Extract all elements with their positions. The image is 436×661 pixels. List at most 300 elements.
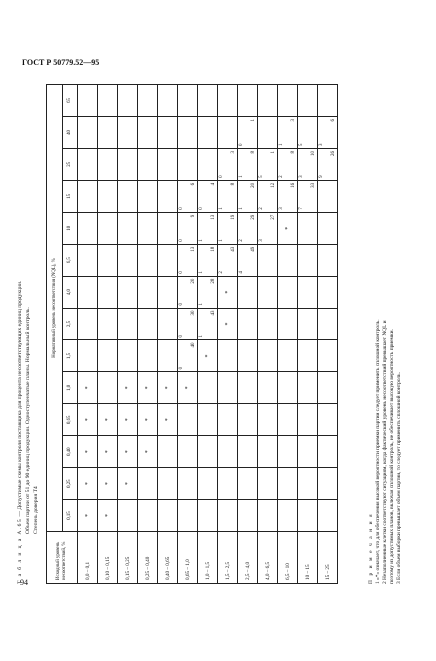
note-1: 1 «*» означает, что для обеспечения высокой вероятности приемки партии следует применить сплошной контроль. xyxy=(375,319,381,584)
table-cell xyxy=(258,468,278,500)
cell-acceptance-number: 1 xyxy=(199,271,204,274)
table-cell xyxy=(298,308,318,340)
table-cell xyxy=(78,340,98,372)
table-cell xyxy=(138,372,158,404)
table-cell xyxy=(218,244,238,276)
table-cell xyxy=(218,117,238,149)
column-header: 15 xyxy=(62,180,78,212)
table-header-row-2 xyxy=(62,85,78,584)
cell-sample-size: 26 xyxy=(331,150,336,156)
cell-acceptance-number: 2 xyxy=(219,271,224,274)
cell-acceptance-number: 5 xyxy=(259,175,264,178)
cell-acceptance-number: 0 xyxy=(179,334,184,338)
table-cell xyxy=(178,85,198,117)
table-cell xyxy=(218,212,238,244)
table-cell xyxy=(218,85,238,117)
table-row xyxy=(138,85,158,584)
row-label: 0,0 – 0,1 xyxy=(78,532,98,584)
page-number: 94 xyxy=(20,578,28,587)
table-cell xyxy=(118,372,138,404)
table-cell xyxy=(138,468,158,500)
table-cell xyxy=(98,500,118,532)
table-cell xyxy=(238,468,258,500)
table-cell xyxy=(298,468,318,500)
cell-acceptance-number: 5 xyxy=(299,143,304,146)
sampling-table xyxy=(46,84,338,584)
table-cell xyxy=(118,85,138,117)
table-cell xyxy=(258,276,278,308)
table-cell xyxy=(78,404,98,436)
cell-mark: * xyxy=(84,450,91,454)
cell-acceptance-number: 1 xyxy=(239,175,244,178)
table-cell xyxy=(238,308,258,340)
table-cell xyxy=(158,468,178,500)
cell-sample-size: 20 xyxy=(191,278,196,284)
table-cell xyxy=(298,148,318,180)
column-header: 25 xyxy=(62,148,78,180)
table-cell xyxy=(138,404,158,436)
cell-sample-size: 4 xyxy=(211,182,216,186)
cell-mark: * xyxy=(144,418,151,422)
table-cell xyxy=(278,468,298,500)
table-cell xyxy=(278,436,298,468)
table-cell xyxy=(198,148,218,180)
column-header: 2,5 xyxy=(62,308,78,340)
document-code: ГОСТ Р 50779.52—95 xyxy=(22,58,100,67)
table-cell xyxy=(318,404,338,436)
note-2-cont: поэтому из допустимых планов, включая сплошной контроль, не обеспечивает высокую вероятность приемки. xyxy=(389,329,395,584)
table-cell xyxy=(218,276,238,308)
cell-acceptance-number: 1 xyxy=(199,239,204,242)
table-cell xyxy=(318,436,338,468)
table-cell xyxy=(258,436,278,468)
table-cell xyxy=(138,436,158,468)
table-cell xyxy=(118,276,138,308)
table-cell xyxy=(138,117,158,149)
table-cell xyxy=(278,372,298,404)
cell-mark: * xyxy=(284,226,291,230)
cell-acceptance-number: 0 xyxy=(179,303,184,306)
table-cell xyxy=(138,148,158,180)
table-cell xyxy=(198,308,218,340)
table-cell xyxy=(218,372,238,404)
table-row xyxy=(278,85,298,584)
cell-sample-size: 13 xyxy=(191,246,196,252)
corner-header: Исходный уровень несоответствий, % xyxy=(47,532,78,584)
table-cell xyxy=(318,148,338,180)
table-cell xyxy=(258,117,278,149)
table-cell xyxy=(278,212,298,244)
table-cell xyxy=(238,500,258,532)
table-cell xyxy=(158,500,178,532)
table-cell xyxy=(238,340,258,372)
table-cell xyxy=(218,308,238,340)
column-header: 40 xyxy=(62,117,78,149)
table-cell xyxy=(78,308,98,340)
notes-block xyxy=(368,84,403,584)
table-cell xyxy=(278,85,298,117)
table-row xyxy=(78,85,98,584)
table-cell xyxy=(298,244,318,276)
cell-mark: * xyxy=(84,482,91,486)
cell-sample-size: 33 xyxy=(311,182,316,188)
table-cell xyxy=(218,468,238,500)
table-cell xyxy=(278,117,298,149)
table-cell xyxy=(98,244,118,276)
cell-acceptance-number: 0 xyxy=(179,207,184,210)
cell-sample-size: 9 xyxy=(191,214,196,218)
table-cell xyxy=(178,404,198,436)
table-cell xyxy=(238,244,258,276)
table-cell xyxy=(178,500,198,532)
table-row xyxy=(98,85,118,584)
cell-acceptance-number: 2 xyxy=(259,207,264,210)
cell-mark: * xyxy=(144,450,151,454)
table-cell xyxy=(158,340,178,372)
table-cell xyxy=(238,436,258,468)
table-cell xyxy=(178,372,198,404)
column-header: 10 xyxy=(62,212,78,244)
cell-mark: * xyxy=(184,386,191,390)
row-label: 6,5 – 10 xyxy=(278,532,298,584)
cell-acceptance-number: 1 xyxy=(279,143,284,146)
table-row xyxy=(118,85,138,584)
cell-sample-size: 10 xyxy=(311,150,316,156)
table-cell xyxy=(318,340,338,372)
cell-acceptance-number: 1 xyxy=(199,303,204,306)
cell-acceptance-number: 9 xyxy=(319,175,324,178)
table-cell xyxy=(318,117,338,149)
table-cell xyxy=(178,212,198,244)
cell-mark: * xyxy=(84,418,91,422)
rotated-table-block xyxy=(16,84,408,584)
table-cell xyxy=(158,212,178,244)
table-cell xyxy=(98,404,118,436)
caption-lead: Т а б л и ц а А.65 xyxy=(17,517,23,584)
table-cell xyxy=(198,404,218,436)
table-cell xyxy=(138,340,158,372)
table-cell xyxy=(238,117,258,149)
cell-acceptance-number: 0 xyxy=(199,207,204,210)
cell-mark: * xyxy=(104,450,111,454)
row-label: 15 – 25 xyxy=(318,532,338,584)
table-cell xyxy=(278,244,298,276)
table-cell xyxy=(318,180,338,212)
cell-sample-size: 6 xyxy=(331,119,336,122)
table-cell xyxy=(238,148,258,180)
cell-sample-size: 16 xyxy=(291,182,296,188)
cell-sample-size: 29 xyxy=(251,214,256,220)
table-cell xyxy=(318,244,338,276)
cell-sample-size: 3 xyxy=(291,119,296,122)
table-caption xyxy=(16,84,40,584)
cell-acceptance-number: 3 xyxy=(319,143,324,146)
notes-title: П р и м е ч а н и я xyxy=(368,512,374,584)
table-cell xyxy=(278,180,298,212)
table-cell xyxy=(258,340,278,372)
table-cell xyxy=(278,500,298,532)
table-row xyxy=(258,85,278,584)
table-cell xyxy=(118,468,138,500)
table-cell xyxy=(198,276,218,308)
table-cell xyxy=(158,372,178,404)
table-cell xyxy=(218,180,238,212)
table-cell xyxy=(298,276,318,308)
table-cell xyxy=(298,340,318,372)
column-header: 0,40 xyxy=(62,436,78,468)
row-label: 0,65 – 1,0 xyxy=(178,532,198,584)
table-cell xyxy=(238,404,258,436)
table-cell xyxy=(98,85,118,117)
group-header: Нормативный уровень несоответствия (NQL), % xyxy=(47,85,63,532)
column-header: 0,15 xyxy=(62,500,78,532)
cell-sample-size: 12 xyxy=(271,182,276,188)
table-cell xyxy=(98,468,118,500)
table-cell xyxy=(258,212,278,244)
table-cell xyxy=(178,276,198,308)
table-cell xyxy=(78,500,98,532)
table-cell xyxy=(118,436,138,468)
table-cell xyxy=(238,212,258,244)
table-cell xyxy=(158,148,178,180)
table-cell xyxy=(138,212,158,244)
table-cell xyxy=(78,276,98,308)
table-cell xyxy=(278,148,298,180)
table-cell xyxy=(218,340,238,372)
table-cell xyxy=(118,148,138,180)
table-cell xyxy=(198,180,218,212)
table-cell xyxy=(138,308,158,340)
table-cell xyxy=(258,500,278,532)
table-cell xyxy=(258,404,278,436)
column-header: 65 xyxy=(62,85,78,117)
table-cell xyxy=(118,180,138,212)
cell-mark: * xyxy=(164,386,171,390)
table-row xyxy=(318,85,338,584)
table-cell xyxy=(78,372,98,404)
row-label: 0,25 – 0,40 xyxy=(138,532,158,584)
table-cell xyxy=(138,244,158,276)
table-cell xyxy=(158,404,178,436)
table-cell xyxy=(118,244,138,276)
cell-mark: * xyxy=(224,290,231,294)
cell-sample-size: 8 xyxy=(231,182,236,186)
table-cell xyxy=(238,276,258,308)
cell-mark: * xyxy=(84,386,91,390)
table-cell xyxy=(138,276,158,308)
row-label: 4,0 – 6,5 xyxy=(258,532,278,584)
cell-sample-size: 8 xyxy=(291,150,296,154)
table-cell xyxy=(258,244,278,276)
table-cell xyxy=(198,340,218,372)
table-cell xyxy=(138,85,158,117)
table-cell xyxy=(118,404,138,436)
table-cell xyxy=(318,276,338,308)
cell-mark: * xyxy=(124,450,131,454)
cell-acceptance-number: 0 xyxy=(179,239,184,242)
table-cell xyxy=(98,276,118,308)
row-label: 1,5 – 2,5 xyxy=(218,532,238,584)
table-cell xyxy=(198,117,218,149)
note-2: 2 Незаполненные клетки соответствуют ситуациям, когда фактический уровень несоответствий превышает NQL и xyxy=(382,320,388,584)
cell-acceptance-number: 3 xyxy=(259,239,264,242)
table-cell xyxy=(98,340,118,372)
cell-mark: * xyxy=(204,354,211,358)
caption-text-2: Объем партии от 51 до 90 единиц продукции. Одноступенчатые планы. Нормальный контроль. xyxy=(25,307,31,534)
row-label: 2,5 – 4,0 xyxy=(238,532,258,584)
cell-acceptance-number: 1 xyxy=(199,334,204,338)
table-cell xyxy=(258,180,278,212)
cell-mark: * xyxy=(144,386,151,390)
table-cell xyxy=(298,212,318,244)
row-label: 0,15 – 0,25 xyxy=(118,532,138,584)
table-cell xyxy=(78,468,98,500)
table-cell xyxy=(98,148,118,180)
note-3: 3 Если объем выборки превышает объем партии, то следует применить сплошной контроль. xyxy=(396,372,402,584)
row-label: 0,40 – 0,65 xyxy=(158,532,178,584)
table-cell xyxy=(278,308,298,340)
table-cell xyxy=(218,436,238,468)
cell-acceptance-number: 2 xyxy=(279,175,284,178)
column-header: 6,5 xyxy=(62,244,78,276)
cell-sample-size: 6 xyxy=(191,182,196,186)
cell-mark: * xyxy=(164,418,171,422)
cell-acceptance-number: 2 xyxy=(239,239,244,242)
table-cell xyxy=(198,244,218,276)
cell-mark: * xyxy=(104,482,111,486)
table-cell xyxy=(178,180,198,212)
table-cell xyxy=(198,372,218,404)
table-cell xyxy=(178,340,198,372)
table-cell xyxy=(118,212,138,244)
table-cell xyxy=(78,244,98,276)
table-cell xyxy=(158,308,178,340)
cell-sample-size: 13 xyxy=(211,214,216,220)
table-cell xyxy=(198,500,218,532)
table-cell xyxy=(78,117,98,149)
table-cell xyxy=(198,212,218,244)
table-cell xyxy=(158,180,178,212)
table-cell xyxy=(298,180,318,212)
table-cell xyxy=(138,180,158,212)
table-cell xyxy=(238,180,258,212)
table-row xyxy=(178,85,198,584)
column-header: 0,25 xyxy=(62,468,78,500)
row-label: 1,0 – 1,5 xyxy=(198,532,218,584)
cell-mark: * xyxy=(124,482,131,486)
cell-mark: * xyxy=(224,322,231,326)
table-cell xyxy=(98,212,118,244)
column-header: 4,0 xyxy=(62,276,78,308)
table-cell xyxy=(278,340,298,372)
table-row xyxy=(198,85,218,584)
cell-sample-size: 30 xyxy=(191,310,196,316)
table-cell xyxy=(318,212,338,244)
table-cell xyxy=(78,436,98,468)
table-cell xyxy=(318,500,338,532)
table-cell xyxy=(78,85,98,117)
table-cell xyxy=(258,308,278,340)
cell-acceptance-number: 1 xyxy=(219,239,224,242)
table-cell xyxy=(278,276,298,308)
table-cell xyxy=(98,436,118,468)
table-cell xyxy=(298,372,318,404)
cell-sample-size: 28 xyxy=(211,278,216,284)
cell-acceptance-number: 1 xyxy=(239,207,244,210)
table-cell xyxy=(218,500,238,532)
column-header: 0,65 xyxy=(62,404,78,436)
cell-acceptance-number: 3 xyxy=(279,207,284,210)
cell-sample-size: 43 xyxy=(211,310,216,316)
cell-mark: * xyxy=(84,514,91,518)
table-cell xyxy=(318,308,338,340)
cell-sample-size: 1 xyxy=(271,150,276,154)
table-cell xyxy=(158,117,178,149)
cell-mark: * xyxy=(124,418,131,422)
table-cell xyxy=(178,436,198,468)
column-header: 1,0 xyxy=(62,372,78,404)
table-body xyxy=(78,85,338,584)
table-row xyxy=(158,85,178,584)
table-cell xyxy=(198,436,218,468)
table-cell xyxy=(198,85,218,117)
table-cell xyxy=(318,372,338,404)
cell-sample-size: 8 xyxy=(251,150,256,154)
cell-acceptance-number: 0 xyxy=(179,271,184,274)
table-cell xyxy=(298,85,318,117)
row-label: 10 – 15 xyxy=(298,532,318,584)
caption-text-1: — Допустимые схемы контроля поставщика для процента несоответствующих единиц продукции. xyxy=(17,280,23,518)
table-header-row-1 xyxy=(47,85,63,584)
table-cell xyxy=(238,85,258,117)
table-cell xyxy=(318,468,338,500)
row-label: 0,10 – 0,15 xyxy=(98,532,118,584)
table-cell xyxy=(78,212,98,244)
cell-sample-size: 43 xyxy=(231,246,236,252)
table-cell xyxy=(158,436,178,468)
caption-text-3: Степень доверия Т4 xyxy=(33,486,39,534)
table-cell xyxy=(98,372,118,404)
table-cell xyxy=(118,500,138,532)
cell-sample-size: 18 xyxy=(211,246,216,252)
column-header: 1,5 xyxy=(62,340,78,372)
table-cell xyxy=(118,308,138,340)
table-cell xyxy=(98,180,118,212)
table-cell xyxy=(278,404,298,436)
table-cell xyxy=(258,85,278,117)
table-cell xyxy=(138,500,158,532)
table-cell xyxy=(218,148,238,180)
cell-sample-size: 27 xyxy=(271,214,276,220)
table-cell xyxy=(158,85,178,117)
table-cell xyxy=(178,468,198,500)
cell-mark: * xyxy=(104,418,111,422)
cell-mark: * xyxy=(104,514,111,518)
table-cell xyxy=(298,500,318,532)
table-cell xyxy=(98,117,118,149)
table-cell xyxy=(238,372,258,404)
table-cell xyxy=(258,372,278,404)
table-cell xyxy=(178,117,198,149)
table-cell xyxy=(218,404,238,436)
cell-acceptance-number: 7 xyxy=(299,207,304,210)
table-container xyxy=(46,84,338,584)
table-cell xyxy=(298,436,318,468)
table-cell xyxy=(78,180,98,212)
table-cell xyxy=(98,308,118,340)
table-cell xyxy=(158,244,178,276)
cell-sample-size: 19 xyxy=(231,214,236,220)
